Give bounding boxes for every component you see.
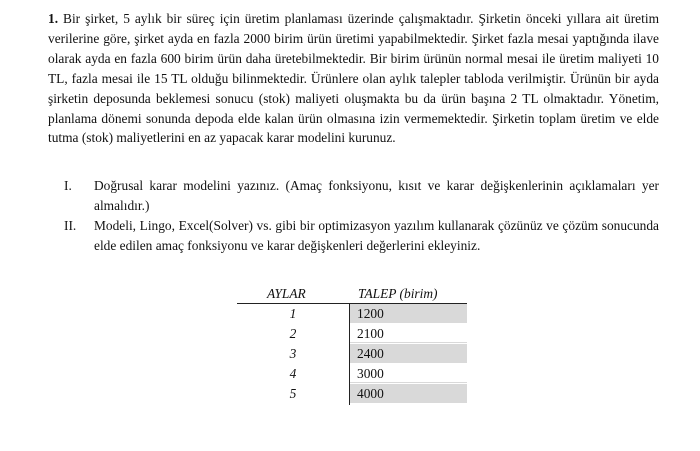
table-header-month: AYLAR — [267, 286, 306, 301]
table-row — [237, 384, 467, 404]
table-cell-demand: 1200 — [350, 304, 467, 323]
table-cell-demand: 2400 — [350, 344, 467, 363]
table-row — [237, 304, 467, 324]
table-row — [237, 364, 467, 384]
table-row — [237, 344, 467, 364]
task-item-1 — [48, 176, 659, 216]
table-cell-demand: 4000 — [350, 384, 467, 403]
table-cell-month: 5 — [289, 386, 297, 401]
question-number: 1. — [48, 11, 59, 26]
table-cell-demand: 3000 — [350, 364, 467, 383]
question-text: Bir şirket, 5 aylık bir süreç için üretim planlaması üzerinde çalışmaktadır. Şirketin önceki yıllara ait üretim verilerine göre, şirket ayda en fazla 2000 birim ürün üretimi yapabilmektedir. Şirket fazla mesai yaptığında ilave olarak ayda en fazla 600 birim ürün daha üretebilmektedir. Bir birim ürünün normal mesai ile üretim maliyeti 10 TL, fazla mesai ile 15 TL olduğu bilinmektedir. Ürünlere olan aylık talepler tabloda verilmiştir. Ürünün bir ayda şirketin deposunda beklemesi sonucu (stok) maliyeti oluşmakta bu da ürün başına 2 TL olmaktadır. Yönetim, planlama dönemi sonunda depoda elde kalan ürün olmasına izin vermemektedir. Şirketin toplam üretim ve elde tutma (stok) maliyetlerini en az yapacak karar modelini kurunuz. — [48, 11, 659, 146]
table-row — [237, 324, 467, 344]
task-text: Doğrusal karar modelini yazınız. (Amaç fonksiyonu, kısıt ve karar değişkenlerinin açıklamaları yer almalıdır.) — [94, 178, 659, 213]
task-text: Modeli, Lingo, Excel(Solver) vs. gibi bir optimizasyon yazılım kullanarak çözünüz ve çözüm sonucunda elde edilen amaç fonksiyonu ve karar değişkenleri değerlerini ekleyiniz. — [94, 218, 659, 253]
table-cell-month: 4 — [289, 366, 297, 381]
question-paragraph — [48, 9, 659, 148]
task-marker: I. — [64, 178, 72, 193]
task-item-2 — [48, 216, 659, 276]
table-cell-month: 3 — [289, 346, 297, 361]
table-cell-month: 2 — [289, 326, 297, 341]
table-cell-demand: 2100 — [350, 324, 467, 343]
table-header-demand: TALEP (birim) — [358, 286, 438, 301]
demand-table — [237, 285, 467, 405]
task-marker: II. — [64, 218, 77, 233]
table-cell-month: 1 — [289, 306, 297, 321]
